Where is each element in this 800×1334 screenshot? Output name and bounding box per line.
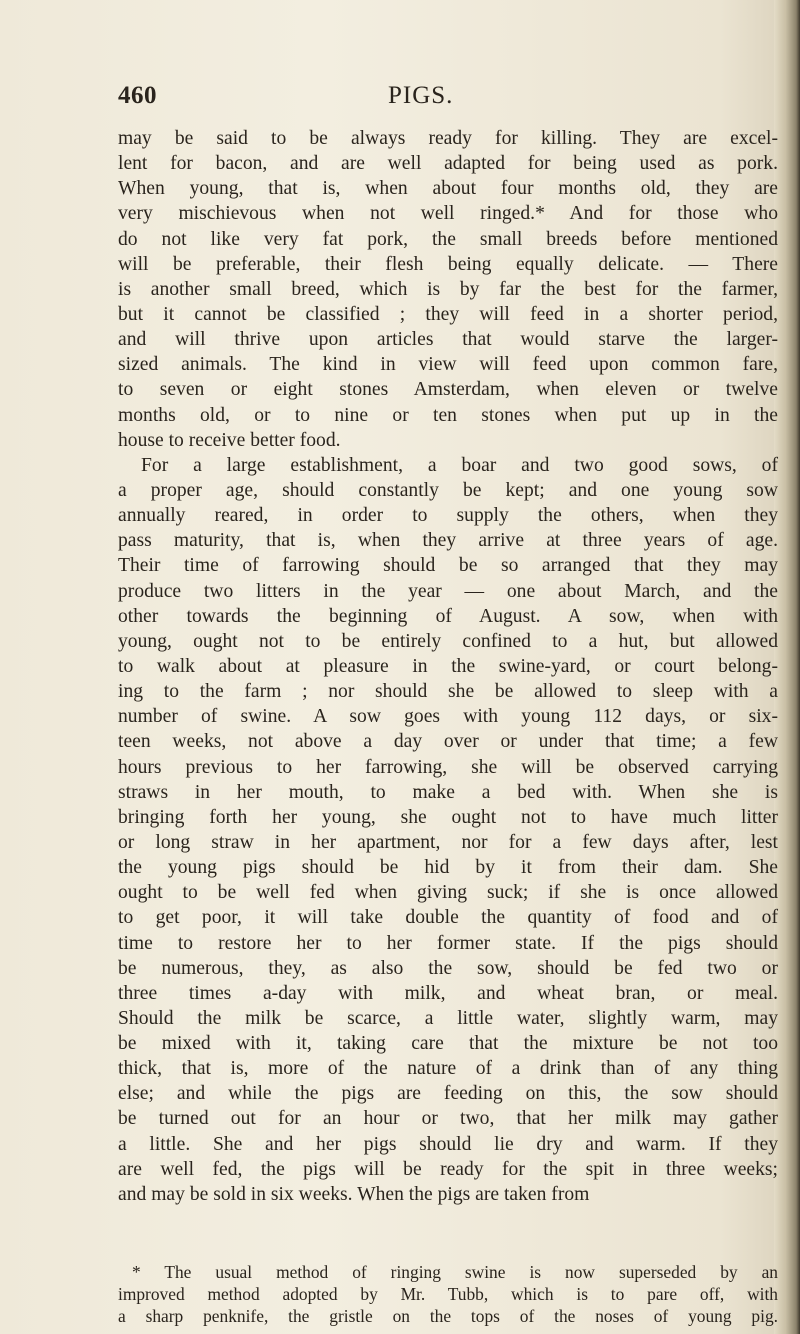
text-line: other towards the beginning of August. A sow, when with [118,605,778,627]
text-line: number of swine. A sow goes with young 112 days, or six- [118,706,778,728]
page-number: 460 [118,82,157,109]
text-line: a proper age, should constantly be kept; and one young sow [118,479,778,501]
text-line: bringing forth her young, she ought not to have much litter [118,806,778,828]
text-line: time to restore her to her former state. If the pigs should [118,932,778,954]
text-line: do not like very fat pork, the small breeds before mentioned [118,228,778,250]
text-line: ing to the farm ; nor should she be allowed to sleep with a [118,681,778,703]
text-line: will be preferable, their flesh being equally delicate. — There [118,253,778,275]
text-line: sized animals. The kind in view will feed upon common fare, [118,354,778,376]
text-line: and will thrive upon articles that would starve the larger- [118,329,778,351]
text-line: to get poor, it will take double the quantity of food and of [118,907,778,929]
running-title: PIGS. [388,82,454,109]
text-line: are well fed, the pigs will be ready for the spit in three weeks; [118,1158,778,1180]
text-line: lent for bacon, and are well adapted for being used as pork. [118,153,778,175]
text-line: and may be sold in six weeks. When the pigs are taken from [118,1183,590,1205]
text-line: or long straw in her apartment, nor for a few days after, lest [118,831,778,853]
text-line: hours previous to her farrowing, she will be observed carrying [118,756,778,778]
text-line: pass maturity, that is, when they arrive at three years of age. [118,530,778,552]
text-line: to walk about at pleasure in the swine-yard, or court belong- [118,655,778,677]
text-line: For a large establishment, a boar and two good sows, of [141,454,778,476]
text-line: a little. She and her pigs should lie dry and warm. If they [118,1133,778,1155]
text-line: the young pigs should be hid by it from their dam. She [118,857,778,879]
text-line: but it cannot be classified ; they will feed in a shorter period, [118,303,778,325]
text-line: young, ought not to be entirely confined to a hut, but allowed [118,630,778,652]
text-line: very mischievous when not well ringed.* And for those who [118,203,778,225]
footnote [118,1261,778,1327]
text-line: annually reared, in order to supply the others, when they [118,505,778,527]
text-line: be mixed with it, taking care that the mixture be not too [118,1033,778,1055]
text-line: When young, that is, when about four months old, they are [118,178,778,200]
text-line: months old, or to nine or ten stones when put up in the [118,404,778,426]
text-line: thick, that is, more of the nature of a drink than of any thing [118,1058,778,1080]
text-line: teen weeks, not above a day over or under that time; a few [118,731,778,753]
running-head [118,82,758,122]
text-line: Their time of farrowing should be so arranged that they may [118,555,778,577]
body-text [118,126,778,1207]
text-line: straws in her mouth, to make a bed with. When she is [118,781,778,803]
footnote-line: a sharp penknife, the gristle on the tops of the noses of young pig. [118,1306,778,1326]
text-line: be turned out for an hour or two, that her milk may gather [118,1108,778,1130]
footnote-line: improved method adopted by Mr. Tubb, which is to pare off, with [118,1284,778,1304]
text-line: to seven or eight stones Amsterdam, when eleven or twelve [118,379,778,401]
text-line: may be said to be always ready for killing. They are excel- [118,128,778,149]
text-line: Should the milk be scarce, a little water, slightly warm, may [118,1007,778,1029]
footnote-line: * The usual method of ringing swine is now superseded by an [132,1262,778,1282]
text-line: be numerous, they, as also the sow, should be fed two or [118,957,778,979]
text-line: is another small breed, which is by far the best for the farmer, [118,278,778,300]
text-line: three times a-day with milk, and wheat bran, or meal. [118,982,778,1004]
text-line: produce two litters in the year — one about March, and the [118,580,778,602]
text-line: else; and while the pigs are feeding on this, the sow should [118,1083,778,1105]
text-line: ought to be well fed when giving suck; if she is once allowed [118,882,778,904]
text-line: house to receive better food. [118,429,341,451]
